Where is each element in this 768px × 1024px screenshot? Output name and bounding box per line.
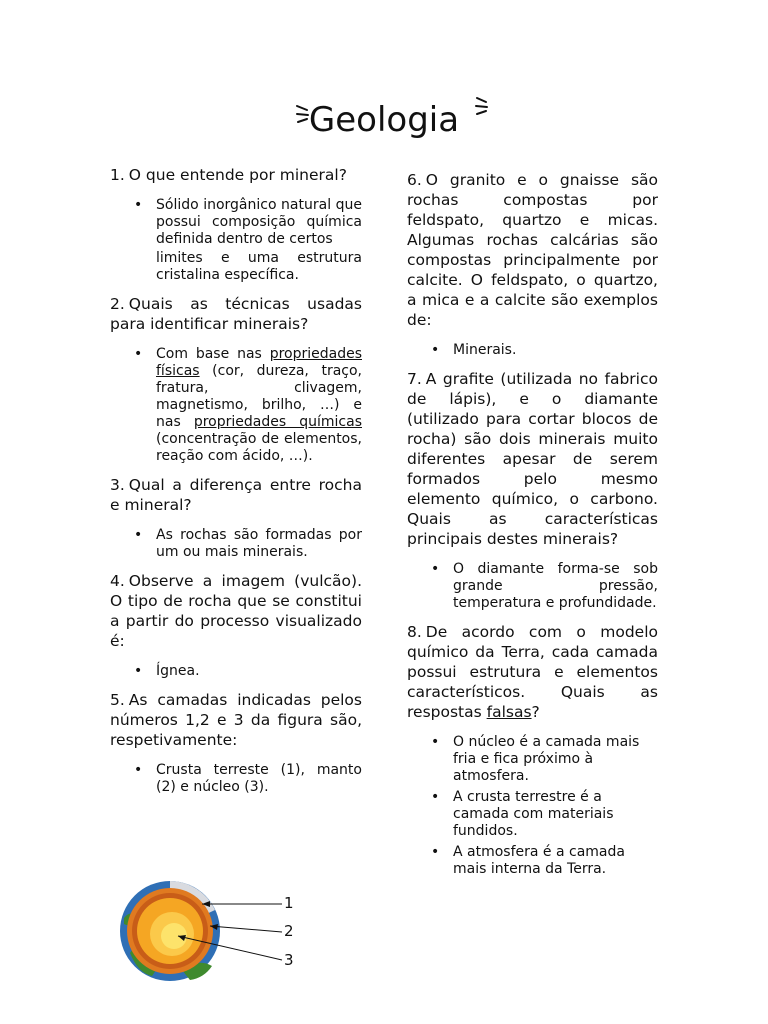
answer-2	[110, 346, 362, 465]
answer-8	[407, 734, 658, 878]
figure-label-2: 2	[284, 922, 294, 940]
question-5: 5. As camadas indicadas pelos números 1,2 e 3 da figura são, respetivamente:	[110, 691, 362, 749]
question-4: 4. Observe a imagem (vulcão). O tipo de rocha que se constitui a partir do processo visualizado é:	[110, 572, 362, 650]
answer-6-item: • Minerais.	[431, 342, 517, 358]
question-7: 7. A grafite (utilizada no fabrico de lápis), e o diamante (utilizado para cortar blocos de rocha) são dois minerais muito diferentes apesar de serem formados pelo mesmo elemento químico, o carbono. Quais as características principais destes minerais?	[407, 370, 658, 548]
answer-1-item: • Sólido inorgânico natural que possui composição química definida dentro de certos limites e uma estrutura cristalina específica.	[134, 197, 362, 283]
figure-label-1: 1	[284, 894, 294, 912]
answer-8-item: • A atmosfera é a camada mais interna da Terra.	[431, 844, 625, 877]
answer-8-item: • A crusta terrestre é a camada com materiais fundidos.	[431, 789, 614, 839]
answer-3	[110, 527, 362, 561]
question-1: 1. O que entende por mineral?	[110, 166, 347, 184]
answer-6	[407, 342, 658, 359]
title-text: Geologia	[308, 100, 460, 140]
figure-label-3: 3	[284, 951, 294, 969]
answer-5-item: • Crusta terreste (1), manto (2) e núcleo (3).	[134, 762, 362, 795]
title-block	[0, 100, 768, 140]
question-6: 6. O granito e o gnaisse são rochas compostas por feldspato, quartzo e micas. Algumas rochas calcárias são compostas principalmente por calcite. O feldspato, o quartzo, a mica e a calcite são exemplos de:	[407, 171, 658, 329]
page-title	[309, 100, 459, 140]
left-column	[110, 165, 362, 796]
answer-5	[110, 762, 362, 796]
answer-8-item: • O núcleo é a camada mais fria e fica próximo à atmosfera.	[431, 734, 640, 784]
answer-4-item: • Ígnea.	[134, 663, 200, 679]
question-2: 2. Quais as técnicas usadas para identificar minerais?	[110, 295, 362, 333]
answer-7	[407, 561, 658, 612]
answer-3-item: • As rochas são formadas por um ou mais minerais.	[134, 527, 362, 560]
question-3: 3. Qual a diferença entre rocha e mineral?	[110, 476, 362, 514]
earth-layers-figure	[112, 878, 322, 988]
sparkle-left-icon	[295, 102, 311, 128]
answer-7-item: • O diamante forma-se sob grande pressão, temperatura e profundidade.	[431, 561, 658, 611]
answer-4	[110, 663, 362, 680]
pointer-line-2	[210, 926, 282, 932]
answer-2-item: • Com base nas propriedades físicas (cor, dureza, traço, fratura, clivagem, magnetismo, brilho, …) e nas propriedades químicas (concentração de elementos, reação com ácido, …).	[134, 346, 362, 464]
sparkle-right-icon	[473, 94, 489, 120]
answer-1	[110, 197, 362, 284]
right-column	[407, 170, 658, 878]
question-8: 8. De acordo com o modelo químico da Terra, cada camada possui estrutura e elementos característicos. Quais as respostas falsas?	[407, 623, 658, 721]
